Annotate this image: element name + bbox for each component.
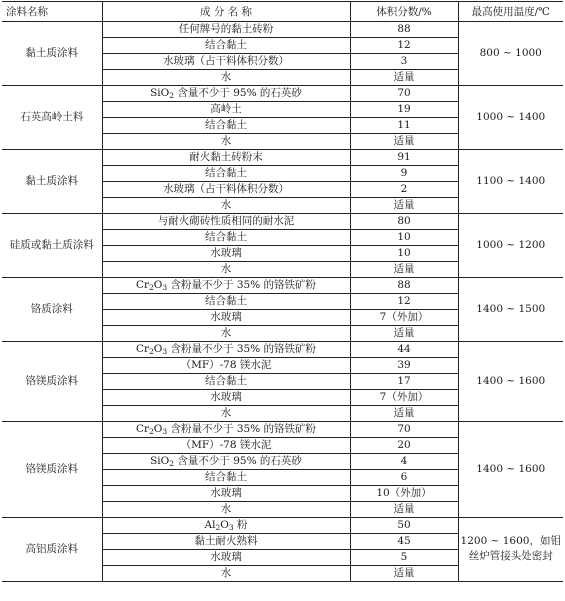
component-cell [102, 549, 350, 565]
component-text: 结合黏土 [205, 166, 247, 179]
table-row [2, 277, 563, 293]
component-cell [102, 309, 350, 325]
volume-fraction-cell: 70 [350, 421, 458, 437]
component-text: 水 [220, 502, 232, 515]
component-text: 与耐火砌砖性质相同的耐水泥 [157, 214, 295, 227]
component-text: 黏土耐火熟料 [194, 534, 258, 547]
component-cell [102, 245, 350, 261]
component-cell [102, 197, 350, 213]
component-cell [102, 341, 350, 357]
component-text: 水 [220, 406, 232, 419]
component-cell [102, 21, 350, 37]
header-coating-name: 涂料名称 [6, 5, 48, 18]
volume-fraction-cell: 3 [350, 53, 458, 69]
component-subscript: 2 [169, 90, 175, 100]
volume-fraction-cell: 4 [350, 453, 458, 469]
volume-fraction-cell: 44 [350, 341, 458, 357]
volume-fraction-cell: 适量 [350, 133, 458, 149]
table-row [2, 213, 563, 229]
volume-fraction-cell: 80 [350, 213, 458, 229]
header-max-temperature: 最高使用温度/℃ [458, 2, 563, 22]
component-cell [102, 117, 350, 133]
component-subscript: 3 [162, 346, 168, 356]
coating-name-cell: 铬质涂料 [2, 277, 102, 341]
table-row [2, 421, 563, 437]
volume-fraction-cell: 适量 [350, 325, 458, 341]
table-row [2, 21, 563, 37]
component-cell [102, 69, 350, 85]
component-text: O [153, 278, 163, 291]
component-cell [102, 293, 350, 309]
component-text: 结合黏土 [205, 294, 247, 307]
component-text: 耐火黏土砖粉末 [189, 150, 263, 163]
volume-fraction-cell: 12 [350, 37, 458, 53]
component-text: 结合黏土 [205, 38, 247, 51]
volume-fraction-cell: 适量 [350, 197, 458, 213]
component-text: 结合黏土 [205, 470, 247, 483]
component-text: 高岭土 [210, 102, 242, 115]
coating-name-cell: 硅质或黏土质涂料 [2, 213, 102, 277]
volume-fraction-cell: 适量 [350, 405, 458, 421]
component-cell [102, 53, 350, 69]
component-cell [102, 517, 350, 533]
component-cell [102, 389, 350, 405]
component-text: SiO [150, 454, 170, 467]
max-temperature-cell: 1100 ~ 1400 [458, 149, 563, 213]
volume-fraction-cell: 19 [350, 101, 458, 117]
component-cell [102, 373, 350, 389]
component-cell [102, 533, 350, 549]
volume-fraction-cell: 50 [350, 517, 458, 533]
component-text: Cr [135, 422, 150, 435]
volume-fraction-cell: 10 [350, 229, 458, 245]
component-text: 水 [220, 326, 232, 339]
max-temperature-cell: 800 ~ 1000 [458, 21, 563, 85]
component-cell [102, 325, 350, 341]
component-text: 含粉量不少于 35% 的铬铁矿粉 [167, 342, 317, 355]
max-temperature-cell: 1400 ~ 1600 [458, 421, 563, 517]
component-text: 水玻璃 [210, 246, 242, 259]
component-text: 水玻璃（占干料体积分数） [163, 182, 289, 195]
component-text: O [153, 422, 163, 435]
max-temperature-cell: 1200 ~ 1600，如钼丝炉管接头处密封 [458, 517, 563, 581]
component-subscript: 3 [228, 522, 234, 532]
header-components: 成 分 名 称 [102, 2, 350, 22]
component-cell [102, 277, 350, 293]
volume-fraction-cell: 10（外加） [350, 485, 458, 501]
volume-fraction-cell: 12 [350, 293, 458, 309]
component-subscript: 3 [162, 426, 168, 436]
header-row [2, 2, 563, 22]
component-text: Cr [135, 278, 150, 291]
component-cell [102, 437, 350, 453]
coating-name-cell: 铬镁质涂料 [2, 341, 102, 421]
table-row [2, 85, 563, 101]
component-cell [102, 85, 350, 101]
component-cell [102, 149, 350, 165]
table-body [2, 21, 563, 581]
coating-name-cell: 石英高岭土料 [2, 85, 102, 149]
volume-fraction-cell: 适量 [350, 501, 458, 517]
volume-fraction-cell: 适量 [350, 69, 458, 85]
component-subscript: 2 [169, 458, 175, 468]
volume-fraction-cell: 45 [350, 533, 458, 549]
volume-fraction-cell: 91 [350, 149, 458, 165]
component-cell [102, 165, 350, 181]
component-text: SiO [150, 86, 170, 99]
table-row [2, 341, 563, 357]
coating-name-cell: 铬镁质涂料 [2, 421, 102, 517]
component-subscript: 2 [149, 282, 154, 292]
volume-fraction-cell: 11 [350, 117, 458, 133]
volume-fraction-cell: 7（外加） [350, 389, 458, 405]
component-cell [102, 101, 350, 117]
component-cell [102, 501, 350, 517]
component-text: 水玻璃 [210, 310, 242, 323]
component-text: 水玻璃（占干料体积分数） [163, 54, 289, 67]
component-text: 任何牌号的黏土砖粉 [178, 22, 274, 35]
component-text: O [153, 342, 163, 355]
component-cell [102, 565, 350, 581]
component-cell [102, 485, 350, 501]
component-cell [102, 37, 350, 53]
component-subscript: 2 [149, 346, 154, 356]
coating-name-cell: 黏土质涂料 [2, 149, 102, 213]
volume-fraction-cell: 10 [350, 245, 458, 261]
volume-fraction-cell: 70 [350, 85, 458, 101]
component-text: 含粉量不少于 35% 的铬铁矿粉 [167, 278, 317, 291]
max-temperature-cell: 1400 ~ 1500 [458, 277, 563, 341]
volume-fraction-cell: 88 [350, 277, 458, 293]
component-text: 水 [220, 262, 232, 275]
component-text: （MF）-78 镁水泥 [180, 438, 272, 451]
volume-fraction-cell: 7（外加） [350, 309, 458, 325]
component-subscript: 2 [215, 522, 221, 532]
component-cell [102, 453, 350, 469]
component-text: 水玻璃 [210, 550, 242, 563]
volume-fraction-cell: 9 [350, 165, 458, 181]
max-temperature-cell: 1000 ~ 1200 [458, 213, 563, 277]
component-text: 含粉量不少于 35% 的铬铁矿粉 [167, 422, 317, 435]
component-text: Al [204, 518, 216, 531]
component-cell [102, 181, 350, 197]
volume-fraction-cell: 20 [350, 437, 458, 453]
component-cell [102, 133, 350, 149]
component-text: O [220, 518, 229, 531]
component-text: 结合黏土 [205, 118, 247, 131]
coating-table [2, 1, 563, 582]
volume-fraction-cell: 39 [350, 357, 458, 373]
component-text: 水 [220, 70, 232, 83]
volume-fraction-cell: 17 [350, 373, 458, 389]
component-text: 含量不少于 95% 的石英砂 [174, 454, 302, 467]
table-row [2, 517, 563, 533]
table-row [2, 149, 563, 165]
table-header [2, 2, 563, 22]
max-temperature-cell: 1000 ~ 1400 [458, 85, 563, 149]
component-text: 含量不少于 95% 的石英砂 [174, 86, 302, 99]
component-cell [102, 357, 350, 373]
coating-name-cell: 黏土质涂料 [2, 21, 102, 85]
volume-fraction-cell: 5 [350, 549, 458, 565]
component-text: 结合黏土 [205, 230, 247, 243]
component-text: 水玻璃 [210, 486, 242, 499]
volume-fraction-cell: 2 [350, 181, 458, 197]
header-volume-fraction: 体积分数/% [350, 2, 458, 22]
component-text: 水 [220, 134, 232, 147]
component-text: 水 [220, 566, 232, 579]
volume-fraction-cell: 适量 [350, 565, 458, 581]
component-text: 粉 [233, 518, 248, 531]
component-text: （MF）-78 镁水泥 [180, 358, 272, 371]
volume-fraction-cell: 6 [350, 469, 458, 485]
component-text: Cr [135, 342, 150, 355]
max-temperature-cell: 1400 ~ 1600 [458, 341, 563, 421]
component-text: 结合黏土 [205, 374, 247, 387]
coating-name-cell: 高铝质涂料 [2, 517, 102, 581]
component-cell [102, 421, 350, 437]
volume-fraction-cell: 88 [350, 21, 458, 37]
component-subscript: 3 [162, 282, 168, 292]
component-cell [102, 229, 350, 245]
component-text: 水 [220, 198, 232, 211]
component-text: 水玻璃 [210, 390, 242, 403]
volume-fraction-cell: 适量 [350, 261, 458, 277]
component-cell [102, 213, 350, 229]
component-cell [102, 469, 350, 485]
component-cell [102, 261, 350, 277]
component-subscript: 2 [149, 426, 154, 436]
component-cell [102, 405, 350, 421]
